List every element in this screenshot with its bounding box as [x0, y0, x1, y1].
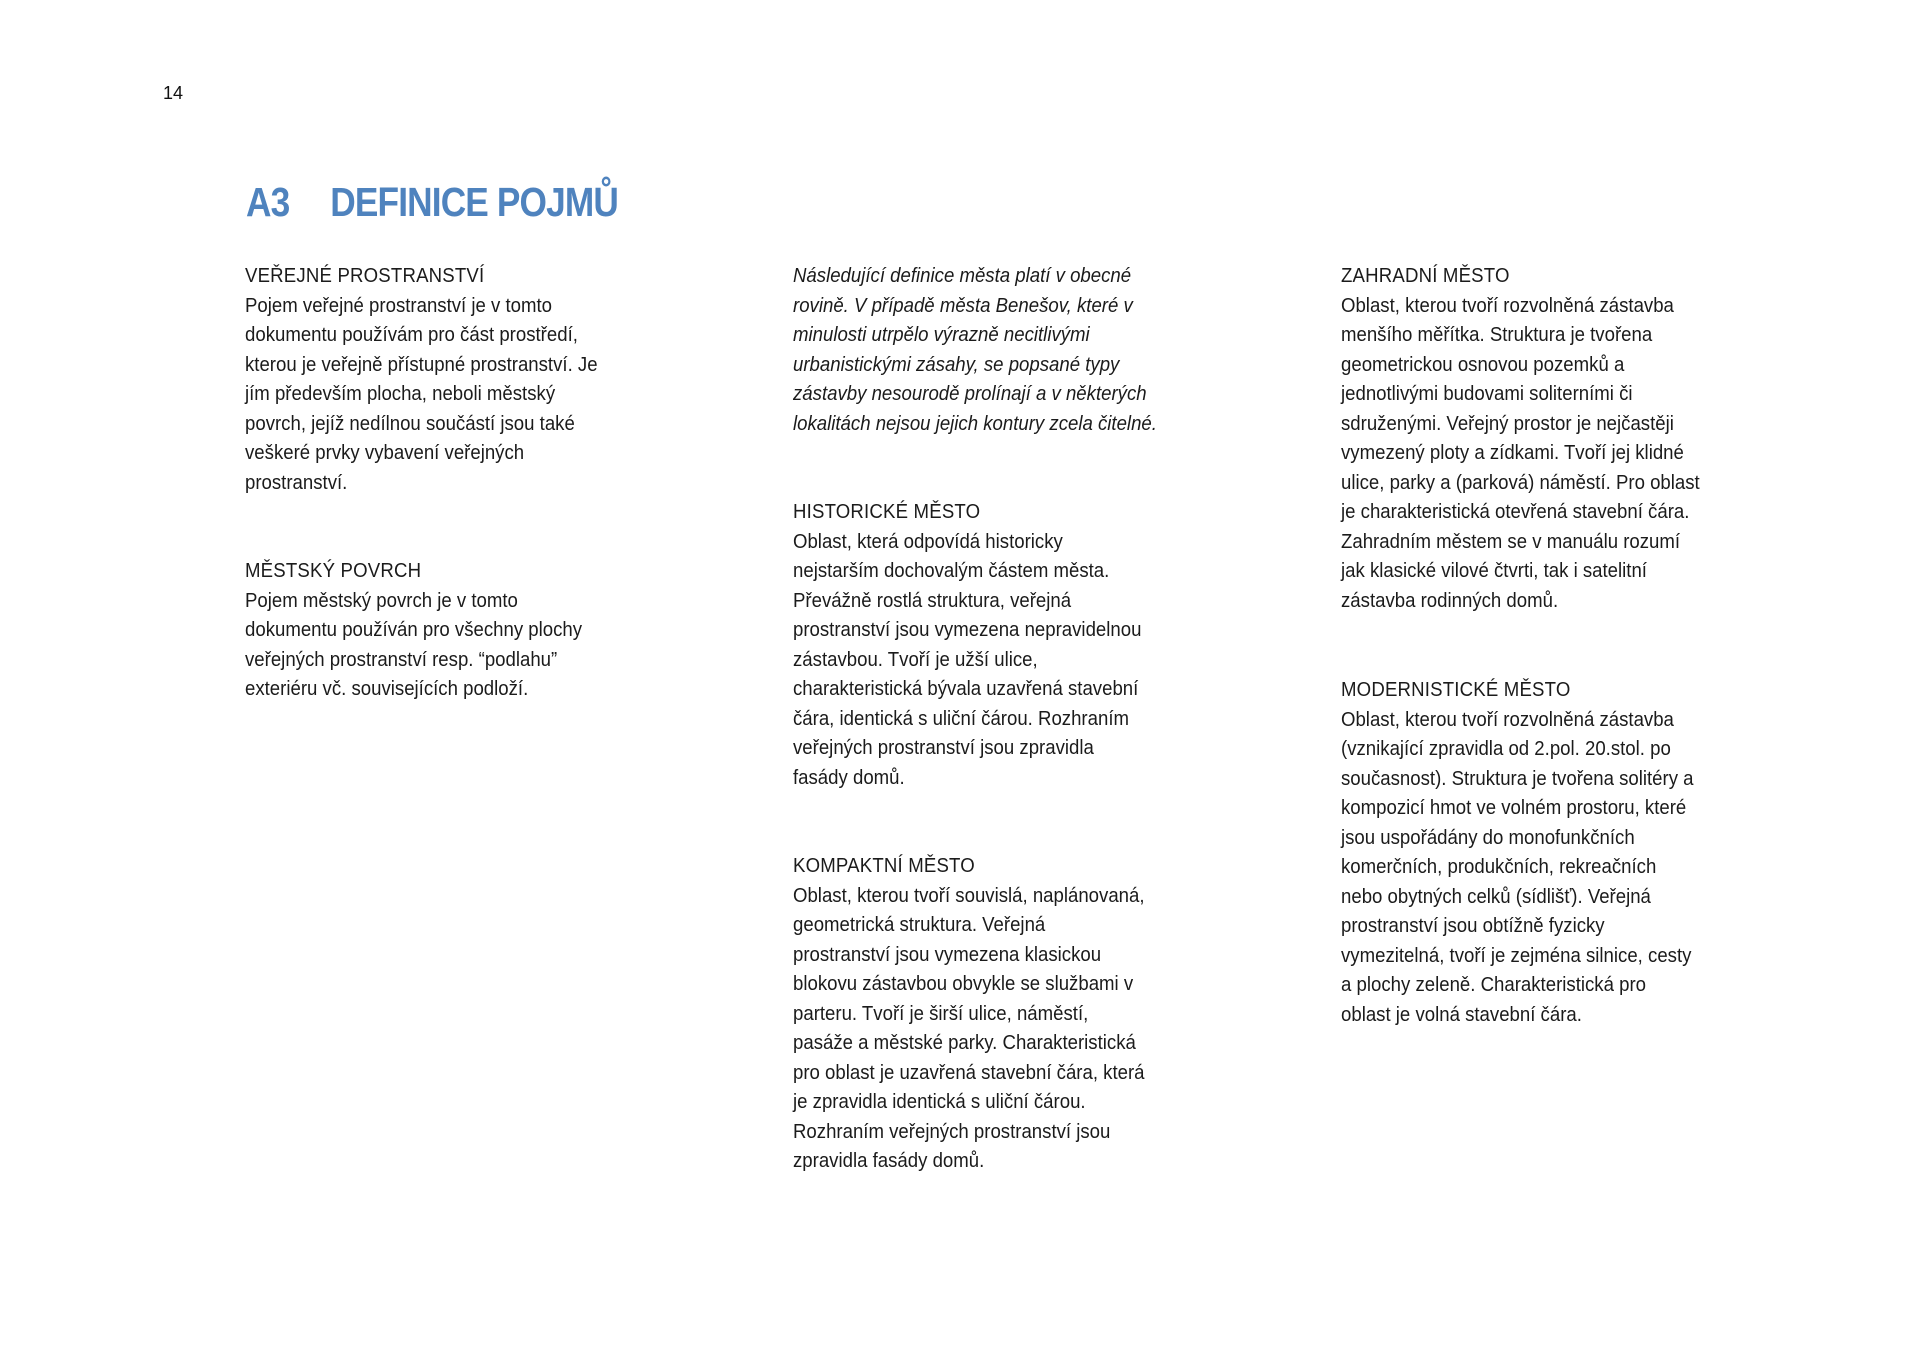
definition-text-line: Oblast, kterou tvoří souvislá, naplánovaná, — [793, 884, 1145, 907]
definition-heading: MODERNISTICKÉ MĚSTO — [1341, 679, 1571, 701]
definition-heading: MĚSTSKÝ POVRCH — [245, 560, 422, 582]
definition-zahradni-mesto — [1341, 262, 1771, 616]
definition-text-line: charakteristická bývala uzavřená stavební — [793, 678, 1139, 700]
intro-text-line: urbanistickými zásahy, se popsané typy — [793, 353, 1120, 376]
definition-text-line: prostranství jsou obtížně fyzicky — [1341, 915, 1605, 937]
definition-text-line: veřejných prostranství resp. “podlahu” — [245, 648, 558, 671]
definition-text-line: geometrickou osnovou pozemků a — [1341, 353, 1625, 376]
definition-text-line: pasáže a městské parky. Charakteristická — [793, 1032, 1136, 1054]
definition-text-line: kompozicí hmot ve volném prostoru, které — [1341, 797, 1687, 819]
definition-text-line: Oblast, kterou tvoří rozvolněná zástavba — [1341, 294, 1674, 317]
definition-mestsky-povrch — [245, 557, 675, 705]
definition-text-line: jím především plocha, neboli městský — [245, 383, 556, 405]
section-code: A3 — [246, 179, 290, 225]
intro-text-line: rovině. V případě města Benešov, které v — [793, 294, 1133, 317]
definition-text-line: blokovu zástavbou obvykle se službami v — [793, 973, 1134, 995]
definition-text-line: vymezený ploty a zídkami. Tvoří jej klidné — [1341, 442, 1684, 464]
definition-text-line: exteriéru vč. souvisejících podloží. — [245, 678, 529, 700]
definition-heading: KOMPAKTNÍ MĚSTO — [793, 855, 975, 877]
definition-text-line: nebo obytných celků (sídlišť). Veřejná — [1341, 885, 1651, 908]
definition-heading: VEŘEJNÉ PROSTRANSTVÍ — [245, 265, 485, 287]
definition-text-line: sdruženými. Veřejný prostor je nejčastěji — [1341, 412, 1674, 435]
section-title — [246, 178, 618, 226]
definition-text-line: geometrická struktura. Veřejná — [793, 914, 1046, 936]
definition-text-line: pro oblast je uzavřená stavební čára, která — [793, 1061, 1145, 1084]
definition-text-line: prostranství jsou vymezena nepravidelnou — [793, 619, 1142, 641]
section-title-text: DEFINICE POJMŮ — [330, 179, 618, 225]
page-number: 14 — [163, 83, 184, 103]
definition-text-line: nejstarším dochovalým částem města. — [793, 560, 1110, 582]
definition-text-line: ulice, parky a (parková) náměstí. Pro oblast — [1341, 471, 1700, 494]
definition-text-line: parteru. Tvoří je širší ulice, náměstí, — [793, 1002, 1089, 1025]
intro-text-line: minulosti utrpělo výrazně necitlivými — [793, 324, 1090, 346]
definition-text-line: prostranství jsou vymezena klasickou — [793, 943, 1102, 966]
definition-text-line: zástavba rodinných domů. — [1341, 589, 1559, 612]
definition-text-line: kterou je veřejně přístupné prostranství. Je — [245, 353, 598, 376]
definition-text-line: prostranství. — [245, 471, 348, 494]
intro-text-line: zástavby nesourodě prolínají a v některých — [793, 383, 1147, 405]
definition-verejne-prostranstvi — [245, 262, 675, 498]
definition-text-line: veškeré prvky vybavení veřejných — [245, 442, 525, 464]
definition-text-line: menšího měřítka. Struktura je tvořena — [1341, 324, 1653, 346]
definition-heading: ZAHRADNÍ MĚSTO — [1341, 265, 1510, 287]
definition-text-line: Oblast, kterou tvoří rozvolněná zástavba — [1341, 708, 1674, 731]
definition-text-line: Zahradním městem se v manuálu rozumí — [1341, 530, 1681, 553]
definition-text-line: fasády domů. — [793, 766, 905, 789]
definition-text-line: komerčních, produkčních, rekreačních — [1341, 856, 1657, 878]
definition-text-line: Převážně rostlá struktura, veřejná — [793, 589, 1072, 612]
definition-text-line: dokumentu používám pro část prostředí, — [245, 324, 578, 346]
definition-text-line: je zpravidla identická s uliční čárou. — [793, 1091, 1086, 1113]
definition-text-line: zpravidla fasády domů. — [793, 1150, 985, 1172]
definition-text-line: jednotlivými budovami soliterními či — [1341, 383, 1633, 405]
definition-text-line: Pojem městský povrch je v tomto — [245, 589, 518, 612]
definition-text-line: dokumentu používán pro všechny plochy — [245, 619, 583, 641]
definition-text-line: vymezitelná, tvoří je zejména silnice, cesty — [1341, 944, 1692, 967]
definition-modernisticke-mesto — [1341, 676, 1771, 1030]
definition-text-line: jsou uspořádány do monofunkčních — [1341, 826, 1635, 849]
definition-text-line: povrch, jejíž nedílnou součástí jsou také — [245, 412, 575, 435]
definition-text-line: oblast je volná stavební čára. — [1341, 1003, 1582, 1026]
definition-text-line: Oblast, která odpovídá historicky — [793, 530, 1063, 553]
definition-text-line: je charakteristická otevřená stavební čára. — [1341, 501, 1690, 523]
definition-text-line: veřejných prostranství jsou zpravidla — [793, 737, 1094, 759]
definition-historicke-mesto — [793, 498, 1223, 793]
definition-text-line: (vznikající zpravidla od 2.pol. 20.stol. po — [1341, 738, 1671, 760]
definition-text-line: Rozhraním veřejných prostranství jsou — [793, 1120, 1111, 1143]
definition-text-line: současnost). Struktura je tvořena solitéry a — [1341, 767, 1694, 790]
intro-text-line: Následující definice města platí v obecné — [793, 265, 1132, 287]
definition-text-line: jak klasické vilové čtvrti, tak i satelitní — [1341, 560, 1647, 582]
definition-text-line: Pojem veřejné prostranství je v tomto — [245, 294, 553, 317]
definition-kompaktni-mesto — [793, 852, 1223, 1177]
definition-text-line: čára, identická s uliční čárou. Rozhraním — [793, 707, 1129, 730]
intro-text-line: lokalitách nejsou jejich kontury zcela čitelné. — [793, 412, 1157, 435]
definition-text-line: zástavbou. Tvoří je užší ulice, — [793, 648, 1038, 671]
definition-heading: HISTORICKÉ MĚSTO — [793, 501, 981, 523]
definition-text-line: a plochy zeleně. Charakteristická pro — [1341, 974, 1646, 996]
intro-note — [793, 262, 1223, 439]
